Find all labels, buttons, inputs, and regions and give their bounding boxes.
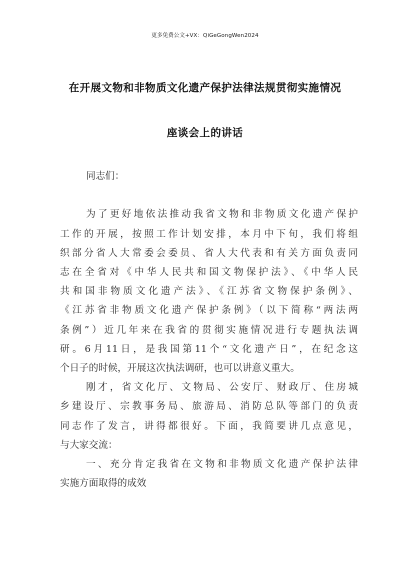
paragraph-line: 一、充分肯定我省在文物和非物质文化遗产保护法律 (86, 459, 358, 471)
paragraph-2 (60, 378, 358, 455)
document-body (60, 167, 358, 493)
document-title-line-1: 在开展文物和非物质文化遗产保护法律法规贯彻实施情况 (68, 82, 342, 94)
paragraph-1 (60, 205, 358, 378)
paragraph-line: 刚才，省文化厅、文物局、公安厅、财政厅、住房城 (86, 382, 358, 394)
paragraph-line: 共和国非物质文化遗产法》、《江苏省文物保护条例》、 (60, 286, 358, 298)
paragraph-line: 为了更好地依法推动我省文物和非物质文化遗产保护 (86, 209, 358, 221)
paragraph-line: 志在全省对《中华人民共和国文物保护法》、《中华人民 (60, 267, 358, 278)
paragraph-line: 乡建设厅、宗教事务局、旅游局、消防总队等部门的负责 (60, 401, 358, 413)
paragraph-line: 条例”）近几年来在我省的贯彻实施情况进行专题执法调 (60, 324, 358, 336)
header-note: 更多免费公文+VX：QiGeGongWen2024 (151, 33, 259, 39)
paragraph-line: 同志作了发言，讲得都很好。下面，我简要讲几点意见， (60, 420, 358, 432)
paragraph-line: 《江苏省非物质文化遗产保护条例》（以下简称“两法两 (60, 305, 358, 317)
paragraph-gap (60, 186, 358, 205)
paragraph-line: 研。6月11日，是我国第11个“文化遗产日”，在纪念这 (60, 343, 358, 355)
paragraph-line: 织部分省人大常委会委员、省人大代表和有关方面负责同 (60, 247, 358, 259)
paragraph-line: 与大家交流： (60, 439, 118, 451)
document-title-line-2: 座谈会上的讲话 (166, 127, 244, 139)
section-heading-1 (60, 455, 358, 493)
paragraph-line: 工作的开展，按照工作计划安排，本月中下旬，我们将组 (60, 228, 358, 240)
paragraph-line: 个日子的时候，开展这次执法调研，也可以讲意义重大。 (60, 363, 300, 375)
paragraph-line: 实施方面取得的成效 (60, 478, 147, 490)
salutation: 同志们： (86, 171, 125, 182)
